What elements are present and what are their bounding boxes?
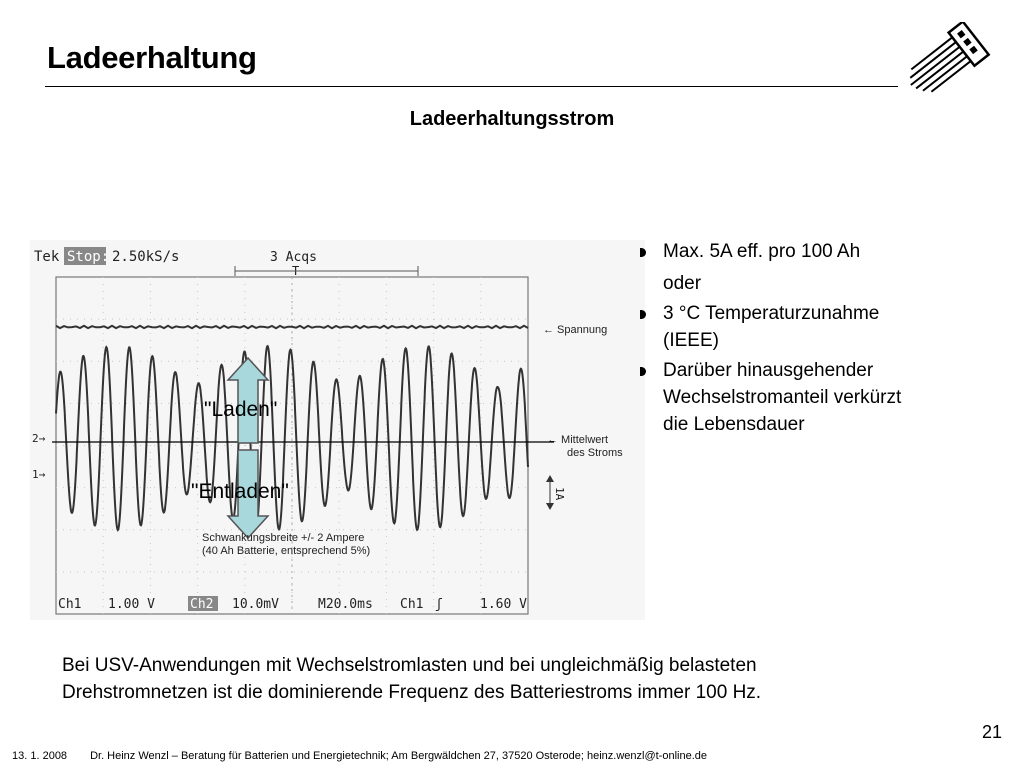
bullet-item-3-line-3: die Lebensdauer xyxy=(663,414,805,435)
scope-brand: Tek xyxy=(34,249,60,265)
status-ch1-scale: 1.00 V xyxy=(108,597,155,612)
bullet-item-3 xyxy=(640,357,1000,438)
body-line-1: Bei USV-Anwendungen mit Wechselstromlasten und bei ungleichmäßig belasteten xyxy=(62,655,757,676)
label-entladen: "Entladen" xyxy=(191,480,289,503)
label-laden: "Laden" xyxy=(204,398,278,421)
bullet-item-2-line-2: (IEEE) xyxy=(663,330,719,351)
bullet-icon xyxy=(640,310,646,319)
footer-text: Dr. Heinz Wenzl – Beratung für Batterien und Energietechnik; Am Bergwäldchen 27, 37520 Osterode; heinz.wenzl@t-online.de xyxy=(90,750,707,762)
oscilloscope-capture xyxy=(30,240,645,620)
body-paragraph xyxy=(62,652,962,706)
bullet-item-1-text: Max. 5A eff. pro 100 Ah xyxy=(663,241,861,262)
slide-title: Ladeerhaltung xyxy=(47,40,257,75)
bullet-item-3-line-1: Darüber hinausgehender xyxy=(663,360,874,381)
body-line-2: Drehstromnetzen ist die dominierende Frequenz des Batteriestroms immer 100 Hz. xyxy=(62,682,762,703)
note-schwankungsbreite: Schwankungsbreite +/- 2 Ampere xyxy=(202,532,365,544)
bullet-item-2-line-1: 3 °C Temperaturzunahme xyxy=(663,303,880,324)
oscilloscope-chart xyxy=(30,240,645,620)
status-timebase: M20.0ms xyxy=(318,597,373,612)
label-mittelwert-2: des Stroms xyxy=(567,447,623,459)
note-batterie: (40 Ah Batterie, entsprechend 5%) xyxy=(202,545,371,557)
scope-acquisitions: 3 Acqs xyxy=(270,250,317,265)
bullet-item-3-line-2: Wechselstromanteil verkürzt xyxy=(663,387,902,408)
bullet-list xyxy=(640,238,1000,438)
bullet-item-2 xyxy=(640,300,1000,354)
bullet-connector: oder xyxy=(663,273,702,294)
bullet-icon xyxy=(640,367,646,376)
status-trigger-slope: ʃ xyxy=(435,597,443,612)
status-trigger-channel: Ch1 xyxy=(400,597,424,612)
slide-subtitle: Ladeerhaltungsstrom xyxy=(409,108,615,130)
bullet-icon xyxy=(640,248,646,257)
status-ch2: Ch2 xyxy=(190,597,214,612)
label-spannung: ← Spannung xyxy=(543,324,608,336)
scope-trigger-marker: T xyxy=(292,264,300,278)
page-number: 21 xyxy=(981,722,1002,742)
energie-ist-kostbar-logo xyxy=(905,22,995,100)
status-ch1: Ch1 xyxy=(58,597,82,612)
footer xyxy=(12,750,707,762)
ch1-marker: 1→ xyxy=(32,468,46,481)
status-ch2-scale: 10.0mV xyxy=(232,597,279,612)
label-mittelwert-1: ← Mittelwert xyxy=(547,434,609,446)
bullet-item-1 xyxy=(640,238,1000,265)
scope-sample-rate: 2.50kS/s xyxy=(112,249,180,265)
ch2-marker: 2→ xyxy=(32,432,46,445)
status-trigger-level: 1.60 V xyxy=(480,597,527,612)
title-divider xyxy=(45,86,898,87)
footer-date: 13. 1. 2008 xyxy=(12,750,68,762)
scope-state: Stop: xyxy=(67,249,110,265)
scale-label-1a: 1A xyxy=(553,487,566,501)
